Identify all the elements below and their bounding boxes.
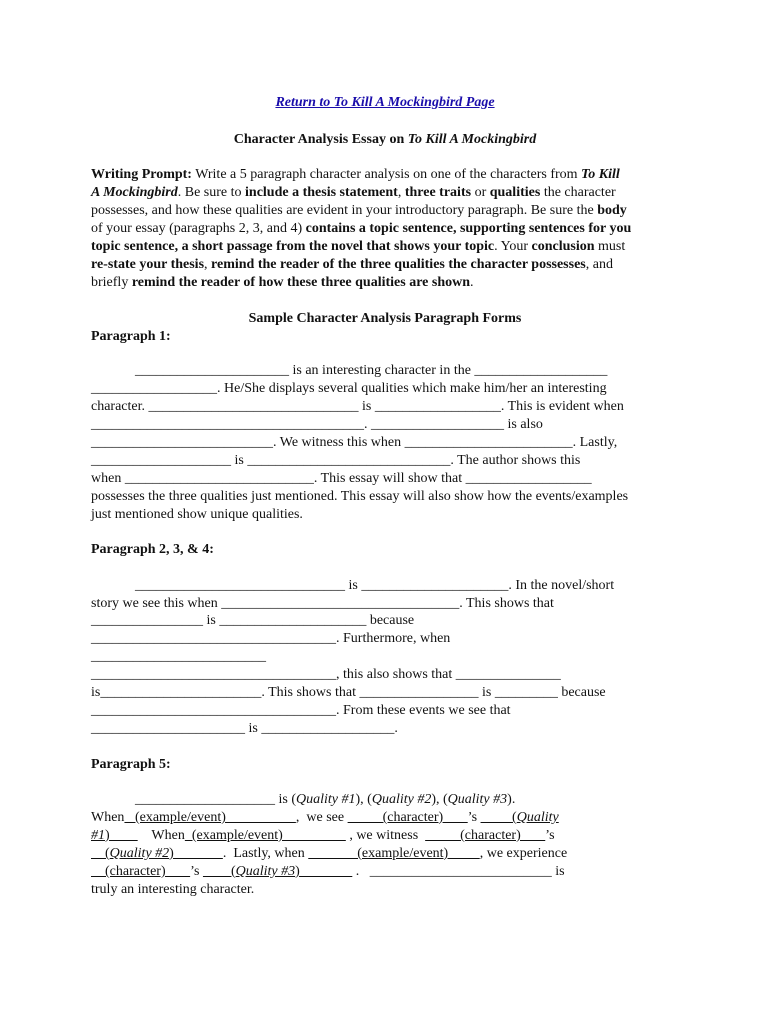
form-line: when ___________________________. This essay will show that __________________ (91, 471, 592, 486)
prompt-label: Writing Prompt: (91, 167, 192, 182)
form-line: ________________ is _____________________ because (91, 613, 415, 628)
form-line: When (example/event) , we see (character) ’s (Quality (91, 810, 559, 825)
title-italic: To Kill A Mockingbird (407, 132, 537, 147)
form-line: (Quality #2) . Lastly, when (example/event) , we experience (91, 846, 568, 861)
form-line: ___________________________________. Furthermore, when (91, 631, 451, 646)
form-line: __________________________. We witness this when ________________________. Lastly, (91, 435, 618, 450)
form-line: ____________________ is _____________________________. The author shows this (91, 453, 581, 468)
title-plain: Character Analysis Essay on (233, 132, 408, 147)
paragraph-1-heading: Paragraph 1: (91, 329, 171, 344)
paragraph-234-heading: Paragraph 2, 3, & 4: (91, 542, 214, 557)
page-title (0, 131, 770, 149)
form-line: ____________________ is (Quality #1), (Quality #2), (Quality #3). (135, 792, 516, 807)
form-line: #1) When (example/event) , we witness (character) ’s (91, 828, 555, 843)
form-line: ______________________________ is _____________________. In the novel/short (135, 578, 615, 593)
form-line: __________________. He/She displays several qualities which make him/her an interesting (91, 381, 607, 396)
form-line: ______________________ is ___________________. (91, 721, 398, 736)
form-line: _________________________ (91, 649, 266, 664)
form-line: story we see this when __________________________________. This shows that (91, 596, 554, 611)
form-line: ___________________________________. From these events we see that (91, 703, 511, 718)
form-line: _______________________________________. ___________________ is also (91, 417, 543, 432)
forms-title: Sample Character Analysis Paragraph Forms (248, 311, 522, 326)
form-line: just mentioned show unique qualities. (91, 507, 303, 522)
paragraph-5-heading: Paragraph 5: (91, 757, 171, 772)
form-line: character. ______________________________ is __________________. This is evident when (91, 399, 624, 414)
return-link[interactable]: Return to To Kill A Mockingbird Page (275, 95, 495, 110)
form-line: truly an interesting character. (91, 882, 255, 897)
form-line: possesses the three qualities just mentioned. This essay will also show how the events/examples (91, 489, 629, 504)
form-line: is_______________________. This shows that _________________ is _________ because (91, 685, 606, 700)
form-line: ______________________ is an interesting character in the ___________________ (135, 363, 608, 378)
form-line: (character) ’s (Quality #3) . __________________________ is (91, 864, 565, 879)
form-line: ___________________________________, this also shows that _______________ (91, 667, 561, 682)
